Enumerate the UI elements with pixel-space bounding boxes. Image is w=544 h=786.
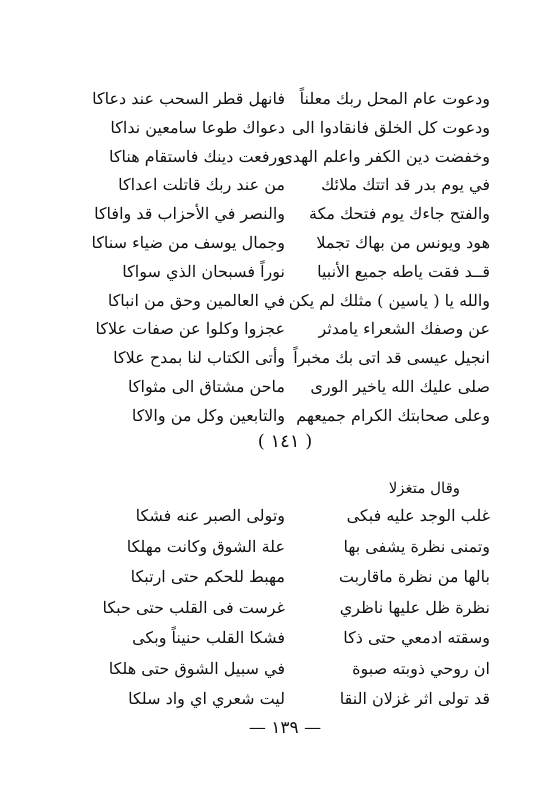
verse-first-hemistich: والله يا ( ياسين ) مثلك لم يكن — [288, 290, 490, 310]
verse-first-hemistich: قــد فقت ياطه جميع الأنبيا — [317, 261, 490, 281]
verse-second-hemistich: وأتى الكتاب لنا بمدح علاكا — [113, 348, 285, 368]
verse-second-hemistich: ورفعت دينك فاستقام هناكا — [109, 146, 285, 166]
verse-second-hemistich: نوراً فسبحان الذي سواكا — [122, 261, 285, 281]
verse-second-hemistich: والنصر في الأحزاب قد وافاكا — [94, 204, 285, 224]
verse-second-hemistich: دعواك طوعا سامعين نداكا — [110, 117, 285, 137]
verse-first-hemistich: ودعوت كل الخلق فانقادوا الى — [292, 117, 490, 137]
verse-first-hemistich: قد تولى اثر غزلان النقا — [339, 689, 490, 708]
verse-second-hemistich: ماحن مشتاق الى مثواكا — [128, 377, 285, 396]
verse-second-hemistich: غرست فى القلب حتى حبكا — [102, 597, 285, 617]
verse-second-hemistich: وتولى الصبر عنه فشكا — [135, 506, 285, 525]
verse-second-hemistich: عجزوا وكلوا عن صفات علاكا — [95, 319, 285, 339]
verse-first-hemistich: صلى عليك الله ياخير الورى — [310, 377, 490, 396]
verse-first-hemistich: وعلى صحابتك الكرام جميعهم — [296, 405, 490, 425]
verse-second-hemistich: وجمال يوسف من ضياء سناكا — [91, 233, 285, 252]
verse-first-hemistich: غلب الوجد عليه فبكى — [346, 506, 490, 525]
page-number: — ١٣٩ — — [248, 718, 322, 738]
verse-second-hemistich: فانهل قطر السحب عند دعاكا — [92, 89, 285, 108]
verse-second-hemistich: فشكا القلب حنيناً وبكى — [132, 628, 285, 647]
verse-first-hemistich: بالها من نظرة ماقاربت — [338, 567, 490, 586]
verse-first-hemistich: نظرة ظل عليها ناظري — [339, 597, 490, 617]
verse-first-hemistich: ودعوت عام المحل ربك معلناً — [299, 89, 490, 108]
section-number: ( ١٤١ ) — [257, 431, 313, 452]
verse-first-hemistich: وسقته ادمعي حتى ذكا — [343, 628, 490, 647]
verse-second-hemistich: في العالمين وحق من انباكا — [107, 290, 285, 310]
verse-first-hemistich: وخفضت دين الكفر واعلم الهدى — [280, 146, 490, 166]
verse-second-hemistich: مهبط للحكم حتى ارتبكا — [130, 567, 285, 586]
verse-first-hemistich: هود ويونس من بهاك تجملا — [316, 233, 490, 252]
verse-second-hemistich: ليت شعري اي واد سلكا — [128, 689, 285, 708]
verse-second-hemistich: في سبيل الشوق حتى هلكا — [108, 658, 285, 678]
verse-first-hemistich: ان روحي ذوبته صبوة — [352, 658, 490, 678]
verse-second-hemistich: والتابعين وكل من والاكا — [131, 405, 285, 425]
verse-first-hemistich: انجيل عيسى قد اتى بك مخبراً — [293, 348, 490, 368]
poem-title: وقال متغزلا — [388, 479, 460, 497]
verse-first-hemistich: والفتح جاءك يوم فتحك مكة — [308, 204, 490, 224]
verse-first-hemistich: عن وصفك الشعراء يامدثر — [318, 319, 490, 339]
verse-second-hemistich: من عند ربك قاتلت اعداكا — [118, 175, 285, 195]
verse-first-hemistich: في يوم بدر قد اتتك ملائك — [321, 175, 490, 195]
verse-second-hemistich: علة الشوق وكانت مهلكا — [126, 536, 285, 556]
verse-first-hemistich: وتمنى نظرة يشفى بها — [343, 536, 490, 556]
